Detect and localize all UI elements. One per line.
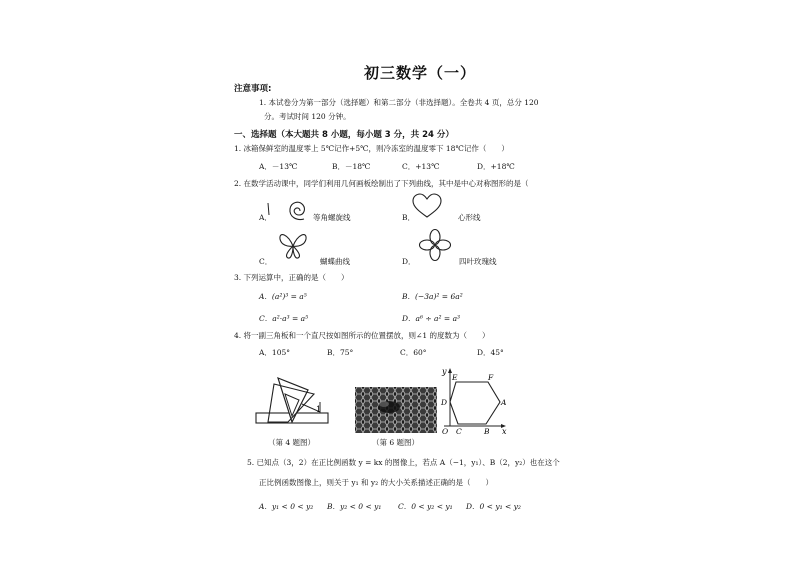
hexagon-coordinate-figure (436, 366, 510, 434)
four-leaf-rose-icon (418, 228, 452, 262)
q1-stem: 1. 冰箱保鲜室的温度零上 5℃记作+5℃，则冷冻室的温度零下 18℃记作（ ） (234, 144, 509, 153)
figure-6-caption: （第 6 题图） (372, 438, 420, 447)
q3-option-a: A．(a²)³ = a⁵ (259, 292, 307, 301)
q2-curve-name-b: 心形线 (458, 213, 481, 222)
notice-line-1: 1. 本试卷分为第一部分（选择题）和第二部分（非选择题）。全卷共 4 页，总分 120 (259, 98, 539, 107)
butterfly-curve-icon (276, 228, 310, 262)
section-heading: 一、选择题（本大题共 8 小题，每小题 3 分，共 24 分） (234, 130, 454, 140)
q2-curve-name-a: 等角螺旋线 (313, 213, 351, 222)
q3-option-b: B．(−3a)² = 6a² (402, 292, 463, 301)
q5-option-d: D．0 < y₁ < y₂ (466, 502, 521, 511)
point-b-label: B (484, 427, 490, 436)
q5-option-c: C．0 < y₂ < y₁ (398, 502, 453, 511)
angle-1-label: 1 (316, 405, 322, 414)
q2-option-c-letter: C． (259, 257, 273, 266)
axis-x-label: x (502, 427, 507, 436)
q5-option-b: B．y₂ < 0 < y₁ (327, 502, 382, 511)
point-c-label: C (456, 427, 462, 436)
origin-o-label: O (442, 427, 449, 436)
point-e-label: E (452, 373, 458, 382)
notice-line-2: 分。考试时间 120 分钟。 (264, 112, 351, 121)
q4-option-d: D．45° (477, 348, 504, 357)
q4-option-b: B．75° (327, 348, 354, 357)
page-title: 初三数学（一） (364, 64, 477, 82)
q2-option-a-letter: A． (259, 213, 272, 222)
q5-option-a: A．y₁ < 0 < y₂ (259, 502, 314, 511)
q3-option-c: C．a²·a³ = a⁵ (259, 314, 309, 323)
q2-curve-name-d: 四叶玫瑰线 (459, 257, 497, 266)
q1-option-a: A．－13℃ (259, 162, 298, 171)
q4-option-c: C．60° (400, 348, 427, 357)
axis-y-label: y (442, 367, 447, 376)
spiral-curve-icon (264, 195, 312, 227)
q3-option-d: D．a⁶ ÷ a² = a³ (402, 314, 461, 323)
honeycomb-photo (355, 387, 437, 433)
point-a-label: A (501, 398, 507, 407)
notice-heading: 注意事项: (234, 84, 272, 94)
point-f-label: F (488, 373, 494, 382)
heart-curve-icon (410, 191, 444, 221)
q2-stem: 2. 在数学活动课中，同学们利用几何画板绘制出了下列曲线，其中是中心对称图形的是（ (234, 179, 529, 188)
q1-option-c: C．+13℃ (402, 162, 440, 171)
q1-option-b: B．－18℃ (332, 162, 371, 171)
q4-option-a: A．105° (259, 348, 290, 357)
q5-stem-line-1: 5. 已知点（3，2）在正比例函数 y = kx 的图像上，若点 A（−1，y₁）、B（2，y₂）也在这个 (247, 458, 560, 467)
q1-option-d: D．+18℃ (477, 162, 515, 171)
q4-stem: 4. 将一副三角板和一个直尺按如图所示的位置摆放，则∠1 的度数为（ ） (234, 331, 490, 340)
q2-option-b-letter: B． (402, 213, 416, 222)
q4-triangle-ruler-figure (254, 372, 332, 434)
point-d-label: D (441, 398, 448, 407)
q2-option-d-letter: D． (402, 257, 416, 266)
q5-stem-line-2: 正比例函数图像上，则关于 y₁ 和 y₂ 的大小关系描述正确的是（ ） (259, 478, 494, 487)
q2-curve-name-c: 蝴蝶曲线 (320, 257, 350, 266)
figure-4-caption: （第 4 题图） (268, 438, 316, 447)
q3-stem: 3. 下列运算中，正确的是（ ） (234, 273, 349, 282)
